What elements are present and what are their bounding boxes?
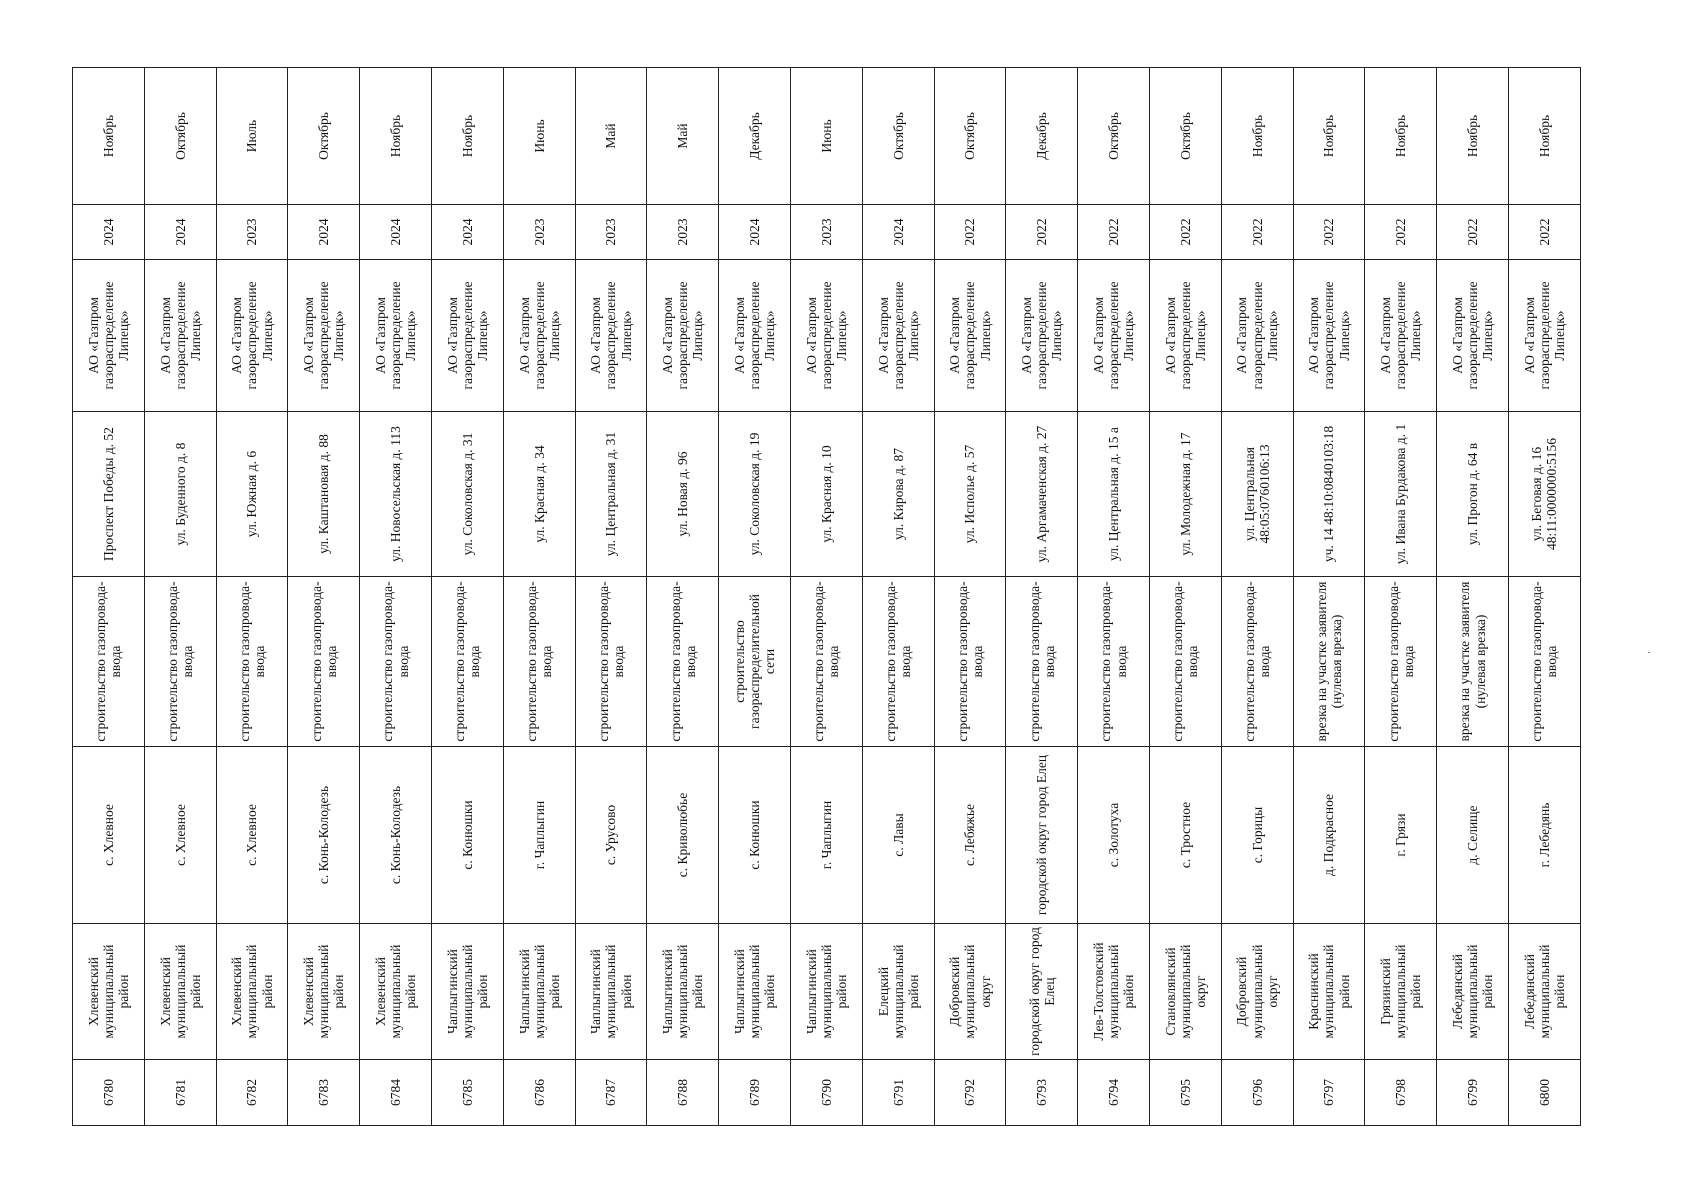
organization-cell: АО «Газпром газораспределение Липецк» [288, 260, 360, 412]
month-cell: Ноябрь [1437, 68, 1509, 205]
year-cell: 2022 [934, 205, 1006, 260]
address-cell: ул. Исполье д. 57 [934, 412, 1006, 577]
district-cell: Лебедянский муниципальный район [1437, 924, 1509, 1060]
work-type-cell: строительство газопровода-ввода [1508, 577, 1580, 747]
locality-cell: с. Тростное [1149, 747, 1221, 924]
work-type-cell: врезка на участке заявителя (нулевая врезка) [1293, 577, 1365, 747]
table-row [790, 68, 862, 1126]
table-row [1078, 68, 1150, 1126]
district-cell: Лев-Толстовский муниципальный район [1078, 924, 1150, 1060]
table-row [647, 68, 719, 1126]
organization-cell: АО «Газпром газораспределение Липецк» [431, 260, 503, 412]
row-number-cell: 6794 [1078, 1060, 1150, 1126]
month-cell: Декабрь [1006, 68, 1078, 205]
work-type-cell: врезка на участке заявителя (нулевая врезка) [1437, 577, 1509, 747]
district-cell: Чаплыгинский муниципальный район [503, 924, 575, 1060]
district-cell: Чаплыгинский муниципальный район [575, 924, 647, 1060]
year-cell: 2022 [1006, 205, 1078, 260]
organization-cell: АО «Газпром газораспределение Липецк» [216, 260, 288, 412]
address-cell: ул. Кирова д. 87 [862, 412, 934, 577]
locality-cell: д. Селище [1437, 747, 1509, 924]
work-type-cell: строительство газопровода-ввода [288, 577, 360, 747]
month-cell: Ноябрь [431, 68, 503, 205]
address-cell: ул. Южная д. 6 [216, 412, 288, 577]
month-cell: Ноябрь [1221, 68, 1293, 205]
organization-cell: АО «Газпром газораспределение Липецк» [719, 260, 791, 412]
district-cell: Хлевенский муниципальный район [360, 924, 432, 1060]
row-number-cell: 6780 [73, 1060, 145, 1126]
month-cell: Июнь [790, 68, 862, 205]
row-number-cell: 6786 [503, 1060, 575, 1126]
organization-cell: АО «Газпром газораспределение Липецк» [73, 260, 145, 412]
organization-cell: АО «Газпром газораспределение Липецк» [1508, 260, 1580, 412]
district-cell: Елецкий муниципальный район [862, 924, 934, 1060]
row-number-cell: 6781 [144, 1060, 216, 1126]
year-cell: 2024 [360, 205, 432, 260]
row-number-cell: 6782 [216, 1060, 288, 1126]
work-type-cell: строительство газопровода-ввода [216, 577, 288, 747]
district-cell: Хлевенский муниципальный район [73, 924, 145, 1060]
locality-cell: с. Лавы [862, 747, 934, 924]
district-cell: Чаплыгинский муниципальный район [647, 924, 719, 1060]
locality-cell: с. Конюшки [431, 747, 503, 924]
district-cell: Грязинский муниципальный район [1365, 924, 1437, 1060]
table-row [503, 68, 575, 1126]
organization-cell: АО «Газпром газораспределение Липецк» [1293, 260, 1365, 412]
district-cell: Краснинский муниципальный район [1293, 924, 1365, 1060]
locality-cell: городской округ город Елец [1006, 747, 1078, 924]
month-cell: Июнь [503, 68, 575, 205]
address-cell: ул. Новосельская д. 113 [360, 412, 432, 577]
locality-cell: д. Подкрасное [1293, 747, 1365, 924]
work-type-cell: строительство газопровода-ввода [790, 577, 862, 747]
year-cell: 2022 [1365, 205, 1437, 260]
locality-cell: г. Лебедянь [1508, 747, 1580, 924]
district-cell: Лебедянский муниципальный район [1508, 924, 1580, 1060]
locality-cell: с. Криволюбье [647, 747, 719, 924]
district-cell: городской округ город Елец [1006, 924, 1078, 1060]
district-cell: Добровский муниципальный округ [934, 924, 1006, 1060]
district-cell: Чаплыгинский муниципальный район [431, 924, 503, 1060]
work-type-cell: строительство газопровода-ввода [647, 577, 719, 747]
table-row [1437, 68, 1509, 1126]
month-cell: Июль [216, 68, 288, 205]
month-cell: Ноябрь [1365, 68, 1437, 205]
address-cell: ул. Каштановая д. 88 [288, 412, 360, 577]
rotated-table-container [72, 68, 1581, 1126]
row-number-cell: 6785 [431, 1060, 503, 1126]
organization-cell: АО «Газпром газораспределение Липецк» [647, 260, 719, 412]
organization-cell: АО «Газпром газораспределение Липецк» [575, 260, 647, 412]
district-cell: Хлевенский муниципальный район [288, 924, 360, 1060]
year-cell: 2022 [1149, 205, 1221, 260]
address-cell: ул. Центральная д. 31 [575, 412, 647, 577]
district-cell: Чаплыгинский муниципальный район [790, 924, 862, 1060]
work-type-cell: строительство газопровода-ввода [503, 577, 575, 747]
locality-cell: с. Конь-Колодезь [288, 747, 360, 924]
table-row [1293, 68, 1365, 1126]
organization-cell: АО «Газпром газораспределение Липецк» [503, 260, 575, 412]
work-type-cell: строительство газопровода-ввода [1078, 577, 1150, 747]
gas-connection-table [72, 67, 1581, 1126]
work-type-cell: строительство газопровода-ввода [575, 577, 647, 747]
year-cell: 2022 [1293, 205, 1365, 260]
work-type-cell: строительство газопровода-ввода [934, 577, 1006, 747]
month-cell: Ноябрь [1293, 68, 1365, 205]
address-cell: ул. Центральная д. 15 а [1078, 412, 1150, 577]
address-cell: ул. Центральная 48:05:0760106:13 [1221, 412, 1293, 577]
row-number-cell: 6784 [360, 1060, 432, 1126]
district-cell: Хлевенский муниципальный район [216, 924, 288, 1060]
table-row [1149, 68, 1221, 1126]
table-row [144, 68, 216, 1126]
year-cell: 2023 [647, 205, 719, 260]
scan-speck [1648, 652, 1650, 653]
work-type-cell: строительство газопровода-ввода [360, 577, 432, 747]
table-row [862, 68, 934, 1126]
table-row [719, 68, 791, 1126]
year-cell: 2022 [1078, 205, 1150, 260]
locality-cell: с. Горицы [1221, 747, 1293, 924]
organization-cell: АО «Газпром газораспределение Липецк» [934, 260, 1006, 412]
organization-cell: АО «Газпром газораспределение Липецк» [1437, 260, 1509, 412]
address-cell: ул. Аргамаченская д. 27 [1006, 412, 1078, 577]
district-cell: Хлевенский муниципальный район [144, 924, 216, 1060]
address-cell: ул. Буденного д. 8 [144, 412, 216, 577]
year-cell: 2023 [503, 205, 575, 260]
organization-cell: АО «Газпром газораспределение Липецк» [1221, 260, 1293, 412]
year-cell: 2024 [719, 205, 791, 260]
row-number-cell: 6799 [1437, 1060, 1509, 1126]
year-cell: 2022 [1221, 205, 1293, 260]
row-number-cell: 6792 [934, 1060, 1006, 1126]
row-number-cell: 6783 [288, 1060, 360, 1126]
row-number-cell: 6790 [790, 1060, 862, 1126]
locality-cell: с. Хлевное [144, 747, 216, 924]
month-cell: Октябрь [1149, 68, 1221, 205]
address-cell: Проспект Победы д. 52 [73, 412, 145, 577]
year-cell: 2022 [1508, 205, 1580, 260]
month-cell: Октябрь [862, 68, 934, 205]
table-row [1508, 68, 1580, 1126]
organization-cell: АО «Газпром газораспределение Липецк» [790, 260, 862, 412]
table-row [73, 68, 145, 1126]
month-cell: Май [647, 68, 719, 205]
month-cell: Октябрь [144, 68, 216, 205]
month-cell: Ноябрь [73, 68, 145, 205]
address-cell: ул. Молодежная д. 17 [1149, 412, 1221, 577]
table-row [1221, 68, 1293, 1126]
work-type-cell: строительство газопровода-ввода [1221, 577, 1293, 747]
table-row [431, 68, 503, 1126]
address-cell: уч. 14 48:10:0840103:18 [1293, 412, 1365, 577]
row-number-cell: 6797 [1293, 1060, 1365, 1126]
year-cell: 2024 [73, 205, 145, 260]
row-number-cell: 6798 [1365, 1060, 1437, 1126]
locality-cell: с. Конь-Колодезь [360, 747, 432, 924]
year-cell: 2023 [575, 205, 647, 260]
table-row [288, 68, 360, 1126]
row-number-cell: 6787 [575, 1060, 647, 1126]
table-row [934, 68, 1006, 1126]
work-type-cell: строительство газопровода-ввода [1149, 577, 1221, 747]
year-cell: 2024 [144, 205, 216, 260]
organization-cell: АО «Газпром газораспределение Липецк» [144, 260, 216, 412]
district-cell: Чаплыгинский муниципальный район [719, 924, 791, 1060]
address-cell: ул. Беговая д. 16 48:11:0000000:5156 [1508, 412, 1580, 577]
month-cell: Октябрь [288, 68, 360, 205]
locality-cell: с. Конюшки [719, 747, 791, 924]
address-cell: ул. Красная д. 10 [790, 412, 862, 577]
organization-cell: АО «Газпром газораспределение Липецк» [1078, 260, 1150, 412]
organization-cell: АО «Газпром газораспределение Липецк» [1006, 260, 1078, 412]
year-cell: 2022 [1437, 205, 1509, 260]
month-cell: Май [575, 68, 647, 205]
year-cell: 2024 [862, 205, 934, 260]
work-type-cell: строительство газопровода-ввода [862, 577, 934, 747]
work-type-cell: строительство газораспределительной сети [719, 577, 791, 747]
address-cell: ул. Прогон д. 64 в [1437, 412, 1509, 577]
organization-cell: АО «Газпром газораспределение Липецк» [360, 260, 432, 412]
row-number-cell: 6788 [647, 1060, 719, 1126]
locality-cell: с. Хлевное [216, 747, 288, 924]
address-cell: ул. Красная д. 34 [503, 412, 575, 577]
table-row [1365, 68, 1437, 1126]
row-number-cell: 6796 [1221, 1060, 1293, 1126]
organization-cell: АО «Газпром газораспределение Липецк» [1365, 260, 1437, 412]
table-row [1006, 68, 1078, 1126]
locality-cell: г. Чаплыгин [790, 747, 862, 924]
month-cell: Декабрь [719, 68, 791, 205]
address-cell: ул. Новая д. 96 [647, 412, 719, 577]
address-cell: ул. Соколовская д. 31 [431, 412, 503, 577]
year-cell: 2023 [216, 205, 288, 260]
month-cell: Ноябрь [1508, 68, 1580, 205]
locality-cell: г. Чаплыгин [503, 747, 575, 924]
year-cell: 2024 [431, 205, 503, 260]
work-type-cell: строительство газопровода-ввода [1006, 577, 1078, 747]
address-cell: ул. Соколовская д. 19 [719, 412, 791, 577]
locality-cell: г. Грязи [1365, 747, 1437, 924]
year-cell: 2023 [790, 205, 862, 260]
year-cell: 2024 [288, 205, 360, 260]
locality-cell: с. Хлевное [73, 747, 145, 924]
locality-cell: с. Урусово [575, 747, 647, 924]
table-row [360, 68, 432, 1126]
table-row [575, 68, 647, 1126]
work-type-cell: строительство газопровода-ввода [431, 577, 503, 747]
table-row [216, 68, 288, 1126]
district-cell: Добровский муниципальный округ [1221, 924, 1293, 1060]
row-number-cell: 6789 [719, 1060, 791, 1126]
district-cell: Становлянский муниципальный округ [1149, 924, 1221, 1060]
organization-cell: АО «Газпром газораспределение Липецк» [862, 260, 934, 412]
row-number-cell: 6791 [862, 1060, 934, 1126]
month-cell: Октябрь [1078, 68, 1150, 205]
locality-cell: с. Лебяжье [934, 747, 1006, 924]
work-type-cell: строительство газопровода-ввода [144, 577, 216, 747]
row-number-cell: 6795 [1149, 1060, 1221, 1126]
table-body [73, 68, 1581, 1126]
organization-cell: АО «Газпром газораспределение Липецк» [1149, 260, 1221, 412]
month-cell: Октябрь [934, 68, 1006, 205]
work-type-cell: строительство газопровода-ввода [73, 577, 145, 747]
month-cell: Ноябрь [360, 68, 432, 205]
locality-cell: с. Золотуха [1078, 747, 1150, 924]
row-number-cell: 6793 [1006, 1060, 1078, 1126]
work-type-cell: строительство газопровода-ввода [1365, 577, 1437, 747]
row-number-cell: 6800 [1508, 1060, 1580, 1126]
address-cell: ул. Ивана Бурдакова д. 1 [1365, 412, 1437, 577]
